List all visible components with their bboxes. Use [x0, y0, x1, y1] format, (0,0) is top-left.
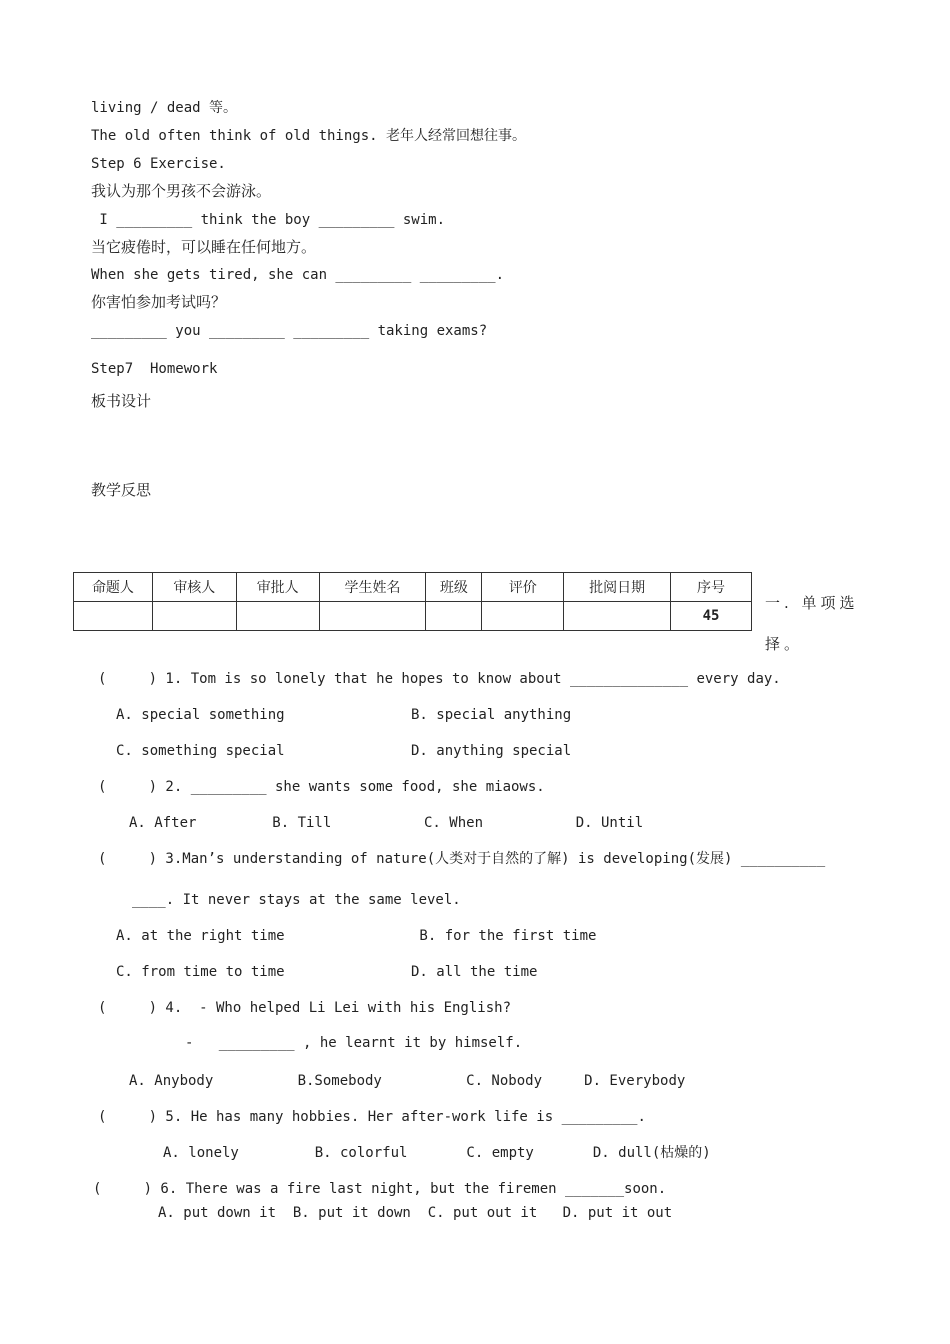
question-5: ( ) 5. He has many hobbies. Her after-work life is _________.	[98, 1109, 646, 1125]
header-cell: 评价	[482, 573, 564, 602]
header-cell: 学生姓名	[319, 573, 426, 602]
table-header-row	[74, 573, 752, 602]
exercise3-english: _________ you _________ _________ taking exams?	[91, 323, 488, 339]
header-cell: 审批人	[236, 573, 319, 602]
question-1-options-ab: A. special something B. special anything	[116, 707, 572, 723]
board-design-heading: 板书设计	[91, 392, 152, 410]
question-1-options-cd: C. something special D. anything special	[116, 743, 572, 759]
value-cell	[236, 602, 319, 631]
question-6: ( ) 6. There was a fire last night, but the firemen _______soon.	[93, 1181, 667, 1197]
header-cell: 命题人	[74, 573, 153, 602]
step6-heading: Step 6 Exercise.	[91, 156, 226, 172]
value-cell	[152, 602, 236, 631]
question-1: ( ) 1. Tom is so lonely that he hopes to know about ______________ every day.	[98, 671, 781, 687]
value-cell	[426, 602, 482, 631]
exercise1-english: I _________ think the boy _________ swim.	[91, 212, 446, 228]
table-value-row	[74, 602, 752, 631]
text-line: The old often think of old things. 老年人经常回想往事。	[91, 128, 527, 144]
exercise3-chinese: 你害怕参加考试吗？	[91, 293, 227, 311]
exercise1-chinese: 我认为那个男孩不会游泳。	[91, 182, 272, 200]
value-cell	[482, 602, 564, 631]
question-2-options: A. After B. Till C. When D. Until	[129, 815, 644, 831]
question-3-options-ab: A. at the right time B. for the first time	[116, 928, 597, 944]
value-cell	[319, 602, 426, 631]
question-3-continued: ____. It never stays at the same level.	[132, 892, 461, 908]
question-6-options: A. put down it B. put it down C. put out it D. put it out	[158, 1205, 673, 1221]
exercise2-chinese: 当它疲倦时，可以睡在任何地方。	[91, 238, 317, 256]
question-4: ( ) 4. - Who helped Li Lei with his English?	[98, 1000, 512, 1016]
step7-heading: Step7 Homework	[91, 361, 218, 377]
exercise2-english: When she gets tired, she can _________ _________.	[91, 267, 505, 283]
question-3-options-cd: C. from time to time D. all the time	[116, 964, 538, 980]
question-4-options: A. Anybody B.Somebody C. Nobody D. Everybody	[129, 1073, 686, 1089]
question-5-options: A. lonely B. colorful C. empty D. dull(枯燥的)	[163, 1145, 711, 1161]
value-cell	[564, 602, 671, 631]
header-cell: 序号	[671, 573, 752, 602]
question-2: ( ) 2. _________ she wants some food, she miaows.	[98, 779, 545, 795]
question-3: ( ) 3.Man’s understanding of nature(人类对于自然的了解) is developing(发展) __________	[98, 851, 826, 867]
text-line: living / dead 等。	[91, 100, 238, 116]
serial-number-cell: 45	[671, 602, 752, 631]
reflection-heading: 教学反思	[91, 481, 152, 499]
section-title: 一. 单项选	[765, 594, 859, 612]
header-cell: 批阅日期	[564, 573, 671, 602]
header-cell: 审核人	[152, 573, 236, 602]
header-cell: 班级	[426, 573, 482, 602]
question-4-answer-line: - _________ , he learnt it by himself.	[185, 1035, 523, 1051]
info-table	[73, 572, 752, 631]
value-cell	[74, 602, 153, 631]
section-title-cont: 择。	[765, 635, 804, 653]
